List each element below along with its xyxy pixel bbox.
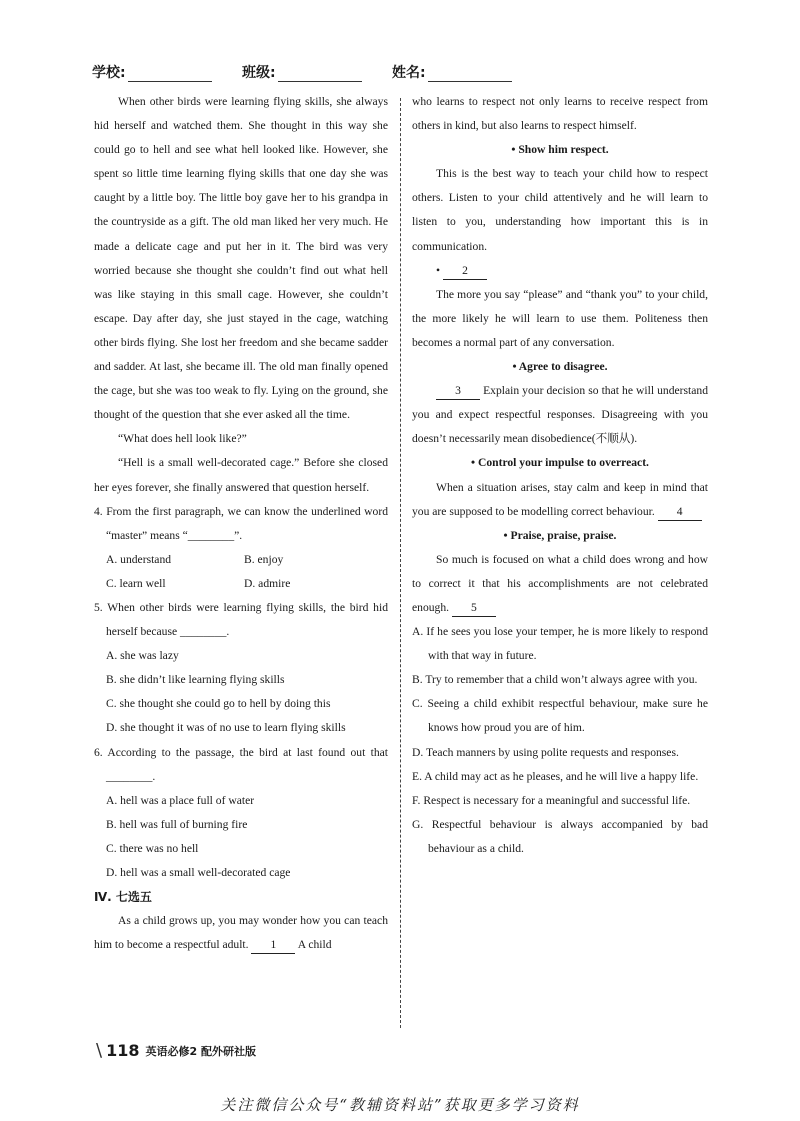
paragraph-praise: So much is focused on what a child does wrong and how to correct it that his accomplishments are not celebrated enough. 5 bbox=[412, 548, 708, 620]
heading-blank-2: • 2 bbox=[412, 259, 708, 283]
column-divider bbox=[400, 98, 401, 1028]
name-field bbox=[392, 62, 512, 82]
heading-agree-to-disagree: • Agree to disagree. bbox=[512, 360, 608, 374]
blank-2: 2 bbox=[443, 263, 487, 280]
blank-5: 5 bbox=[452, 600, 496, 617]
paragraph-control-impulse: When a situation arises, stay calm and keep in mind that you are supposed to be modelling correct behaviour. 4 bbox=[412, 476, 708, 524]
class-field bbox=[242, 62, 362, 82]
question-4-option-d: D. admire bbox=[244, 576, 291, 590]
question-5-option-a: A. she was lazy bbox=[106, 649, 179, 663]
school-blank bbox=[128, 67, 212, 82]
question-6-blank: ________ bbox=[106, 769, 153, 783]
page-number: 118 bbox=[106, 1041, 140, 1060]
question-5-option-c: C. she thought she could go to hell by doing this bbox=[106, 697, 331, 711]
section-4-intro: As a child grows up, you may wonder how you can teach him to become a respectful adult. 1 A child bbox=[94, 909, 388, 957]
question-4-stem: 4. From the first paragraph, we can know the underlined word “master” means “________”. bbox=[94, 504, 388, 542]
paragraph-agree-to-disagree: 3 Explain your decision so that he will understand you and expect respectful responses. Disagreeing with you doesn’t necessarily mean disobedience(不顺从). bbox=[412, 384, 708, 446]
question-4 bbox=[94, 500, 388, 596]
paragraph-please-thank-you: The more you say “please” and “thank you” to your child, the more likely he will learn to use them. Politeness then becomes a normal part of any conversation. bbox=[412, 287, 708, 349]
school-label: 学校: bbox=[92, 65, 126, 81]
left-column bbox=[94, 90, 388, 957]
question-5-blank: ________ bbox=[180, 625, 227, 639]
answer-option-b: B. Try to remember that a child won’t always agree with you. bbox=[412, 673, 698, 687]
heading-praise: • Praise, praise, praise. bbox=[503, 528, 617, 542]
question-6-option-a: A. hell was a place full of water bbox=[106, 793, 255, 807]
answer-option-f: F. Respect is necessary for a meaningful and successful life. bbox=[412, 793, 691, 807]
paragraph-show-respect: This is the best way to teach your child how to respect others. Listen to your child attentively and he will learn to listen to you, understanding how important this is in communication. bbox=[412, 167, 708, 253]
right-column bbox=[412, 90, 708, 861]
question-4-option-c: C. learn well bbox=[106, 576, 166, 590]
story-paragraph-2: “What does hell look like?” bbox=[118, 432, 247, 446]
answer-option-d: D. Teach manners by using polite requests and responses. bbox=[412, 745, 679, 759]
question-6-stem: 6. According to the passage, the bird at last found out that ________. bbox=[94, 745, 388, 783]
question-5-option-b: B. she didn’t like learning flying skills bbox=[106, 673, 285, 687]
footer-slash-mark: \ bbox=[96, 1040, 103, 1061]
story-paragraph-3: “Hell is a small well-decorated cage.” Before she closed her eyes forever, she finally answered that question herself. bbox=[94, 456, 388, 494]
section-4-heading: Ⅳ. 七选五 bbox=[94, 890, 152, 905]
answer-option-e: E. A child may act as he pleases, and he will live a happy life. bbox=[412, 769, 699, 783]
class-label: 班级: bbox=[242, 65, 276, 81]
question-6 bbox=[94, 741, 388, 886]
section-4-intro-continued: who learns to respect not only learns to receive respect from others in kind, but also learns to respect himself. bbox=[412, 95, 708, 133]
blank-3: 3 bbox=[436, 383, 480, 400]
answer-option-g: G. Respectful behaviour is always accompanied by bad behaviour as a child. bbox=[412, 817, 708, 855]
handwritten-note: 关注微信公众号“教辅资料站”获取更多学习资料 bbox=[220, 1096, 580, 1114]
question-5-option-d: D. she thought it was of no use to learn flying skills bbox=[106, 721, 346, 735]
page-footer bbox=[96, 1040, 256, 1061]
question-4-blank: ________ bbox=[187, 528, 235, 542]
answer-option-a: A. If he sees you lose your temper, he is more likely to respond with that way in future. bbox=[412, 625, 708, 663]
name-blank bbox=[428, 67, 512, 82]
name-label: 姓名: bbox=[392, 65, 426, 81]
question-4-option-a: A. understand bbox=[106, 552, 172, 566]
book-title: 英语必修2 配外研社版 bbox=[145, 1044, 256, 1058]
header bbox=[92, 62, 712, 84]
blank-1: 1 bbox=[251, 937, 295, 954]
question-4-option-b: B. enjoy bbox=[244, 552, 284, 566]
question-4-options-row-2 bbox=[94, 572, 388, 596]
question-6-option-d: D. hell was a small well-decorated cage bbox=[106, 866, 291, 879]
school-field bbox=[92, 62, 212, 82]
question-6-option-b: B. hell was full of burning fire bbox=[106, 817, 248, 831]
blank-4: 4 bbox=[658, 504, 702, 521]
question-6-option-c: C. there was no hell bbox=[106, 841, 199, 855]
story-paragraph-1: When other birds were learning flying skills, she always hid herself and watched them. She thought in this way she could go to hell and see what hell looked like. However, she spent so little time learning flying skills that one day she was caught by a little boy. The little boy gave her to his grandpa in the countryside as a gift. The old man liked her very much. He made a delicate cage and put her in it. The bird was very worried because she thought she couldn’t find out what hell was like staying in this small cage. However, she couldn’t escape. Day after day, she just stayed in the cage, watching other birds flying. She lost her freedom and she became sadder and sadder. At last, she became ill. The old man finally opened the cage, but she was too weak to fly. Lying on the ground, she thought of the question that she ever asked all the time. bbox=[94, 95, 388, 422]
heading-control-impulse: • Control your impulse to overreact. bbox=[471, 456, 649, 470]
question-5-stem: 5. When other birds were learning flying skills, the bird hid herself because ________. bbox=[94, 600, 388, 639]
answer-option-c: C. Seeing a child exhibit respectful behaviour, make sure he knows how proud you are of him. bbox=[412, 697, 708, 735]
question-5 bbox=[94, 596, 388, 741]
heading-show-respect: • Show him respect. bbox=[511, 143, 609, 157]
question-4-options-row-1 bbox=[94, 548, 388, 572]
class-blank bbox=[278, 67, 362, 82]
